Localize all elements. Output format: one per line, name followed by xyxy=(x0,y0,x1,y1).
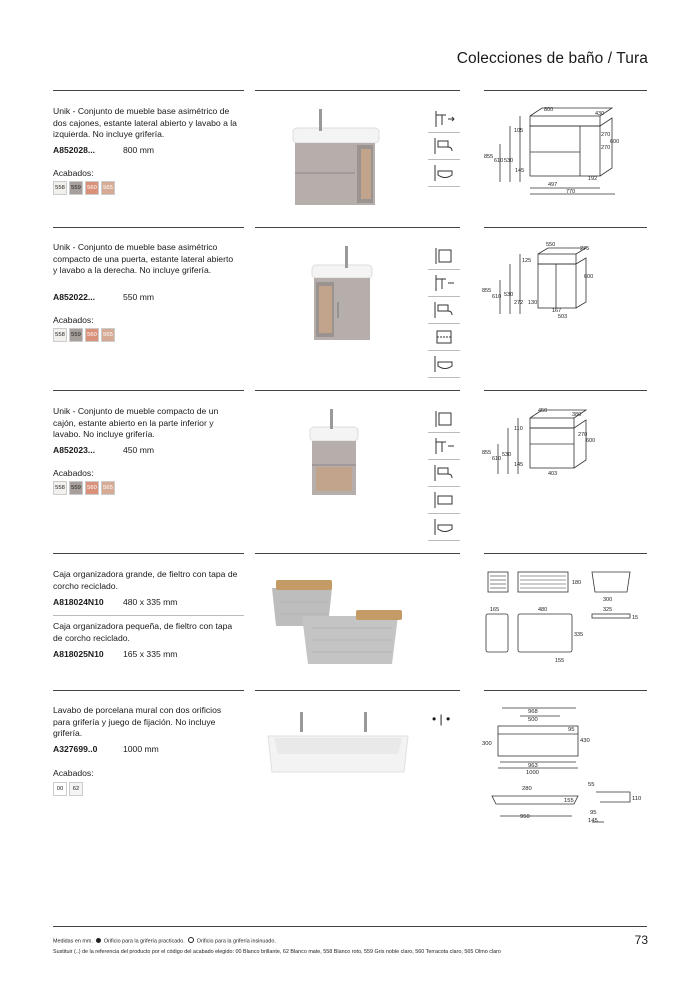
section-rule xyxy=(53,690,244,691)
section-rule xyxy=(255,390,460,391)
basin-icon xyxy=(428,351,460,378)
section-rule xyxy=(53,553,244,554)
dim-label: 855 xyxy=(484,154,494,160)
section-rule xyxy=(255,553,460,554)
dim-label: 550 xyxy=(546,242,556,248)
dim-label: 145 xyxy=(514,462,524,468)
dim-label: 430 xyxy=(580,738,590,744)
dim-label: 610 xyxy=(492,456,502,462)
dim-label: 503 xyxy=(558,314,568,320)
finish-swatch: 559 xyxy=(69,481,83,495)
product-size: 165 x 335 mm xyxy=(123,649,178,659)
section-rule xyxy=(255,90,460,91)
page-title: Colecciones de baño / Tura xyxy=(456,50,648,67)
dim-label: 950 xyxy=(520,814,530,820)
dim-label: 180 xyxy=(572,580,582,586)
product-code: A818025N10 xyxy=(53,649,104,659)
dim-label: 192 xyxy=(588,176,598,182)
product-code-row xyxy=(53,744,159,754)
dim-label: 800 xyxy=(544,107,554,113)
finishes-label: Acabados: xyxy=(53,315,94,325)
finish-swatches xyxy=(53,328,115,342)
finish-swatches xyxy=(53,181,115,195)
footer-rule xyxy=(53,926,647,927)
vanity-450-photo xyxy=(305,405,365,500)
dim-label: 155 xyxy=(564,798,574,804)
finish-swatch: 559 xyxy=(69,181,83,195)
section-rule xyxy=(53,390,244,391)
finish-swatch: 558 xyxy=(53,481,67,495)
product-code-row xyxy=(53,145,154,155)
section-rule xyxy=(484,90,647,91)
dim-label: 280 xyxy=(522,786,532,792)
dim-label: 15 xyxy=(632,615,639,621)
basin-icon xyxy=(428,514,460,541)
basin-icon xyxy=(428,160,460,187)
faucet-icon xyxy=(428,460,460,487)
wall-mounted-icon xyxy=(428,270,460,297)
product-size: 550 mm xyxy=(123,292,155,302)
dim-label: 380 xyxy=(572,412,582,418)
dim-label: 610 xyxy=(494,158,504,164)
dim-label: 500 xyxy=(528,717,538,723)
product-description: Lavabo de porcelana mural con dos orificios para grifería y juego de fijación. No incluye grifería. xyxy=(53,705,222,739)
section-rule xyxy=(484,690,647,691)
product-code-row xyxy=(53,445,154,455)
product-description: Unik - Conjunto de mueble compacto de un cajón, estante abierto en la parte inferior y lavabo. No incluye grifería. xyxy=(53,406,219,440)
installation-icons xyxy=(428,406,460,541)
finish-swatch: 565 xyxy=(101,328,115,342)
footer-hole-drilled: Orificio para la grifería practicado. xyxy=(103,938,185,945)
dim-label: 855 xyxy=(482,450,492,456)
dim-label: 110 xyxy=(514,426,523,432)
dim-label: 530 xyxy=(502,452,512,458)
wall-mounted-icon xyxy=(428,433,460,460)
dimension-drawing xyxy=(480,240,650,325)
dim-label: 300 xyxy=(482,741,492,747)
dimension-drawing xyxy=(480,404,650,484)
product-size: 480 x 335 mm xyxy=(123,597,178,607)
section-rule xyxy=(53,615,244,616)
dim-label: 430 xyxy=(595,111,605,117)
drawer-icon xyxy=(428,487,460,514)
faucet-hole-symbol: • | • xyxy=(432,712,451,726)
product-size: 1000 mm xyxy=(123,744,159,754)
filled-dot-icon xyxy=(96,938,101,943)
dim-label: 600 xyxy=(610,139,620,145)
shelf-icon xyxy=(428,324,460,351)
vanity-550-photo xyxy=(300,240,380,350)
section-rule xyxy=(484,390,647,391)
dim-label: 300 xyxy=(603,597,613,603)
dim-label: 497 xyxy=(548,182,558,188)
dim-label: 145 xyxy=(588,818,598,824)
installation-icons xyxy=(428,106,460,187)
dim-label: 770 xyxy=(566,189,576,195)
section-rule xyxy=(53,90,244,91)
dim-label: 335 xyxy=(574,632,584,638)
product-code-row xyxy=(53,292,154,302)
dim-label: 450 xyxy=(538,408,548,414)
product-description: Unik - Conjunto de mueble base asimétrico de dos cajones, estante lateral abierto y lavabo a la izquierda. No incluye grifería. xyxy=(53,106,237,140)
double-basin-photo xyxy=(262,708,412,778)
section-rule xyxy=(255,227,460,228)
dim-label: 610 xyxy=(492,294,502,300)
finish-swatch: 558 xyxy=(53,181,67,195)
faucet-icon xyxy=(428,297,460,324)
dim-label: 1000 xyxy=(526,770,539,776)
page-number: 73 xyxy=(634,933,648,947)
footer-units: Medidas en mm. xyxy=(53,938,93,945)
dim-label: 275 xyxy=(580,246,590,252)
dim-label: 270 xyxy=(578,432,588,438)
finish-swatches xyxy=(53,782,83,796)
dim-label: 963 xyxy=(528,763,538,769)
dim-label: 855 xyxy=(482,288,492,294)
product-description: Caja organizadora grande, de fieltro con tapa de corcho reciclado. xyxy=(53,569,238,591)
finishes-label: Acabados: xyxy=(53,468,94,478)
dim-label: 110 xyxy=(632,796,642,802)
dim-label: 130 xyxy=(528,300,538,306)
finish-swatches xyxy=(53,481,115,495)
footer-finish-codes: Sustituir (..) de la referencia del producto por el código del acabado elegido: 00 Blanco brillante, 62 Blanco mate, 558 Blanco roto, 559 Gris noble claro, 560 Terracota claro, 565 Olmo claro xyxy=(53,949,501,955)
dim-label: 155 xyxy=(555,658,565,664)
section-rule xyxy=(255,690,460,691)
vanity-800-photo xyxy=(285,105,385,205)
dimension-drawing xyxy=(480,104,650,200)
finish-swatch: 565 xyxy=(101,481,115,495)
product-code: A852022... xyxy=(53,292,96,302)
cabinet-icon xyxy=(428,406,460,433)
dim-label: 403 xyxy=(548,471,558,477)
installation-icons xyxy=(428,243,460,378)
section-rule xyxy=(484,227,647,228)
organizer-boxes-photo xyxy=(262,570,412,670)
dim-label: 480 xyxy=(538,607,548,613)
dim-label: 270 xyxy=(601,132,611,138)
finishes-label: Acabados: xyxy=(53,768,94,778)
footer-hole-marked: Orificio para la grifería insinuado. xyxy=(196,938,276,945)
finish-swatch: 560 xyxy=(85,481,99,495)
dim-label: 530 xyxy=(504,158,514,164)
finish-swatch: 558 xyxy=(53,328,67,342)
dim-label: 600 xyxy=(584,274,594,280)
footer-legend xyxy=(53,937,276,945)
product-code: A327699..0 xyxy=(53,744,98,754)
finish-swatch: 560 xyxy=(85,181,99,195)
product-size: 450 mm xyxy=(123,445,155,455)
cabinet-icon xyxy=(428,243,460,270)
finish-swatch: 559 xyxy=(69,328,83,342)
product-description: Unik - Conjunto de mueble base asimétrico compacto de una puerta, estante lateral abierto y lavabo a la derecha. No incluye grifería. xyxy=(53,242,234,276)
dim-label: 125 xyxy=(522,258,532,264)
dim-label: 600 xyxy=(586,438,596,444)
dim-label: 270 xyxy=(601,145,611,151)
dim-label: 95 xyxy=(590,810,597,816)
product-size: 800 mm xyxy=(123,145,155,155)
product-code-row xyxy=(53,649,177,659)
dim-label: 55 xyxy=(588,782,595,788)
finish-swatch: 560 xyxy=(85,328,99,342)
dim-label: 145 xyxy=(515,168,525,174)
dim-label: 95 xyxy=(568,727,575,733)
finish-swatch: 00 xyxy=(53,782,67,796)
section-rule xyxy=(53,227,244,228)
faucet-icon xyxy=(428,133,460,160)
product-code-row xyxy=(53,597,177,607)
dimension-drawing xyxy=(480,704,650,826)
product-description: Caja organizadora pequeña, de fieltro con tapa de corcho reciclado. xyxy=(53,621,233,643)
wall-mounted-icon xyxy=(428,106,460,133)
product-code: A852028... xyxy=(53,145,96,155)
dim-label: 968 xyxy=(528,709,538,715)
product-code: A852023... xyxy=(53,445,96,455)
dim-label: 167 xyxy=(552,308,562,314)
finish-swatch: 565 xyxy=(101,181,115,195)
dim-label: 105 xyxy=(514,128,524,134)
dim-label: 165 xyxy=(490,607,500,613)
section-rule xyxy=(484,553,647,554)
dimension-drawing xyxy=(480,566,650,670)
dim-label: 325 xyxy=(603,607,613,613)
finish-swatch: 62 xyxy=(69,782,83,796)
product-code: A818024N10 xyxy=(53,597,104,607)
hollow-dot-icon xyxy=(188,937,194,943)
dim-label: 272 xyxy=(514,300,524,306)
finishes-label: Acabados: xyxy=(53,168,94,178)
dim-label: 530 xyxy=(504,292,514,298)
